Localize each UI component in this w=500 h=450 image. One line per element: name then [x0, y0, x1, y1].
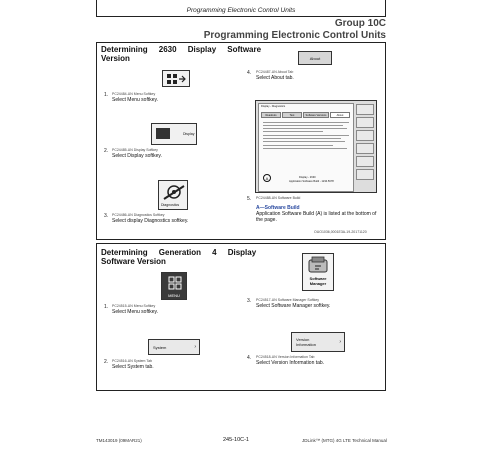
- running-head: Programming Electronic Control Units: [186, 7, 296, 14]
- screen-build-line: Display - 2630: [299, 176, 316, 179]
- screen-text-line: [263, 125, 343, 126]
- screen-build-value: Application Software Build - 1234.5678: [289, 180, 334, 183]
- about-tab-figure: [298, 51, 332, 65]
- step4-caption: PC24487-UN About Tab: [256, 70, 294, 74]
- g4-step4-number: 4.: [247, 355, 252, 361]
- screen-side-display-icon: [356, 117, 374, 128]
- step5-text: Application Software Build (A) is listed at the bottom of the page.: [256, 211, 377, 223]
- step3-text: Select display Diagnostics softkey.: [112, 218, 189, 224]
- step4-text: Select About tab.: [256, 75, 294, 81]
- chevron-right-icon: ›: [194, 344, 196, 350]
- menu-grid-icon: [168, 276, 182, 290]
- menu-grid-icon: [166, 73, 186, 85]
- screen-side-menu-icon: [356, 104, 374, 115]
- g4-step3-number: 3.: [247, 298, 252, 304]
- screen-text-line: [263, 128, 347, 129]
- menu-label: MENU: [168, 293, 180, 298]
- gen4-menu-softkey-figure: [161, 272, 187, 300]
- screen-text-line: [263, 138, 341, 139]
- section2-title-line1: Determining Generation 4 Display: [101, 248, 257, 257]
- screen-text-line: [263, 141, 345, 142]
- step5-number: 5.: [247, 196, 252, 202]
- section1-heading: [101, 45, 262, 63]
- g4-step1-caption: PC24515-UN Menu Softkey: [112, 304, 156, 308]
- version-info-line1: Version: [296, 337, 310, 342]
- step1-number: 1.: [104, 92, 109, 98]
- screen-side-diagnostics-icon: [356, 156, 374, 167]
- screen-side-equipment-icon: [356, 130, 374, 141]
- display-softkey-figure: [151, 123, 197, 145]
- software-manager-label: [303, 276, 333, 286]
- step2-number: 2.: [104, 148, 109, 154]
- diagnostics-softkey-figure: [158, 180, 188, 210]
- step4-number: 4.: [247, 70, 252, 76]
- screen-side-guidance-icon: [356, 143, 374, 154]
- software-manager-label-line1: Software: [309, 276, 327, 281]
- software-manager-softkey-figure: [302, 253, 334, 291]
- system-tab-label: System: [153, 345, 167, 350]
- step3-number: 3.: [104, 213, 109, 219]
- wrench-gear-icon: [160, 183, 188, 203]
- version-information-label: [296, 337, 316, 347]
- step5-caption: PC24488-UN Software Build: [256, 196, 301, 200]
- footer-manual-title: JDLink™ (MTG) 4G LTE Technical Manual: [302, 438, 387, 443]
- version-information-tab-figure: [291, 332, 345, 352]
- screen-tab-readouts: Readouts: [261, 112, 281, 118]
- g4-step3-caption: PC24517-UN Software Manager Softkey: [256, 298, 320, 302]
- section1-title-line1: Determining 2630 Display Software: [101, 45, 262, 54]
- screen-text-line: [263, 131, 323, 132]
- g4-step2-caption: PC24516-UN System Tab: [112, 359, 153, 363]
- about-tab-label: About: [309, 55, 321, 61]
- screen-side-home-icon: [356, 169, 374, 180]
- screen-tab-about: About: [330, 112, 350, 118]
- system-tab-figure: [148, 339, 200, 355]
- footer-manual-id: TM143019 (09MAR21): [96, 438, 142, 443]
- chevron-right-icon: ›: [339, 339, 341, 345]
- footer-page-number: 245-10C-1: [223, 437, 249, 443]
- software-manager-label-line2: Manager: [309, 281, 327, 286]
- section2-title-line2: Software Version: [101, 257, 166, 266]
- display-key-label: Display: [183, 132, 195, 136]
- g4-step2-text: Select System tab.: [112, 364, 154, 370]
- callout-a: A: [263, 174, 271, 182]
- legend-a: A—Software Build: [256, 205, 300, 211]
- screen-text-line: [263, 135, 349, 136]
- screen-text-line: [263, 145, 333, 146]
- step1-caption: PC24484-UN Menu Softkey: [112, 92, 156, 96]
- step2-text: Select Display softkey.: [112, 153, 162, 159]
- g4-step1-text: Select Menu softkey.: [112, 309, 159, 315]
- software-manager-icon: [307, 256, 329, 274]
- screen-tab-software-versions: Software Versions: [303, 112, 329, 118]
- section1-title-line2: Version: [101, 54, 130, 63]
- step2-caption: PC24485-UN Display Softkey: [112, 148, 158, 152]
- step3-caption: PC24486-UN Diagnostics Softkey: [112, 213, 165, 217]
- g4-step3-text: Select Software Manager softkey.: [256, 303, 331, 309]
- section-title: Programming Electronic Control Units: [203, 30, 386, 41]
- display-monitor-icon: [156, 128, 170, 139]
- g4-step1-number: 1.: [104, 304, 109, 310]
- g4-step2-number: 2.: [104, 359, 109, 365]
- screen-text-line: [263, 148, 347, 149]
- screen-title: Display - Diagnostics: [261, 105, 286, 108]
- g4-step4-caption: PC24518-UN Version Information Tab: [256, 355, 315, 359]
- section2-heading: [101, 248, 257, 266]
- screen-main-area: [258, 103, 354, 192]
- version-info-line2: Information: [296, 342, 317, 347]
- diagnostics-key-label: Diagnostics: [161, 203, 180, 207]
- doc-reference: OUO1036,0001E3A-19-20171120: [314, 230, 367, 234]
- g4-step4-text: Select Version Information tab.: [256, 360, 325, 366]
- screen-text-line: [263, 122, 349, 123]
- group-label: Group 10C: [334, 18, 386, 29]
- software-build-screen-figure: [255, 100, 377, 193]
- step1-text: Select Menu softkey.: [112, 97, 159, 103]
- menu-softkey-figure: [162, 70, 190, 87]
- screen-tab-test: Test: [282, 112, 302, 118]
